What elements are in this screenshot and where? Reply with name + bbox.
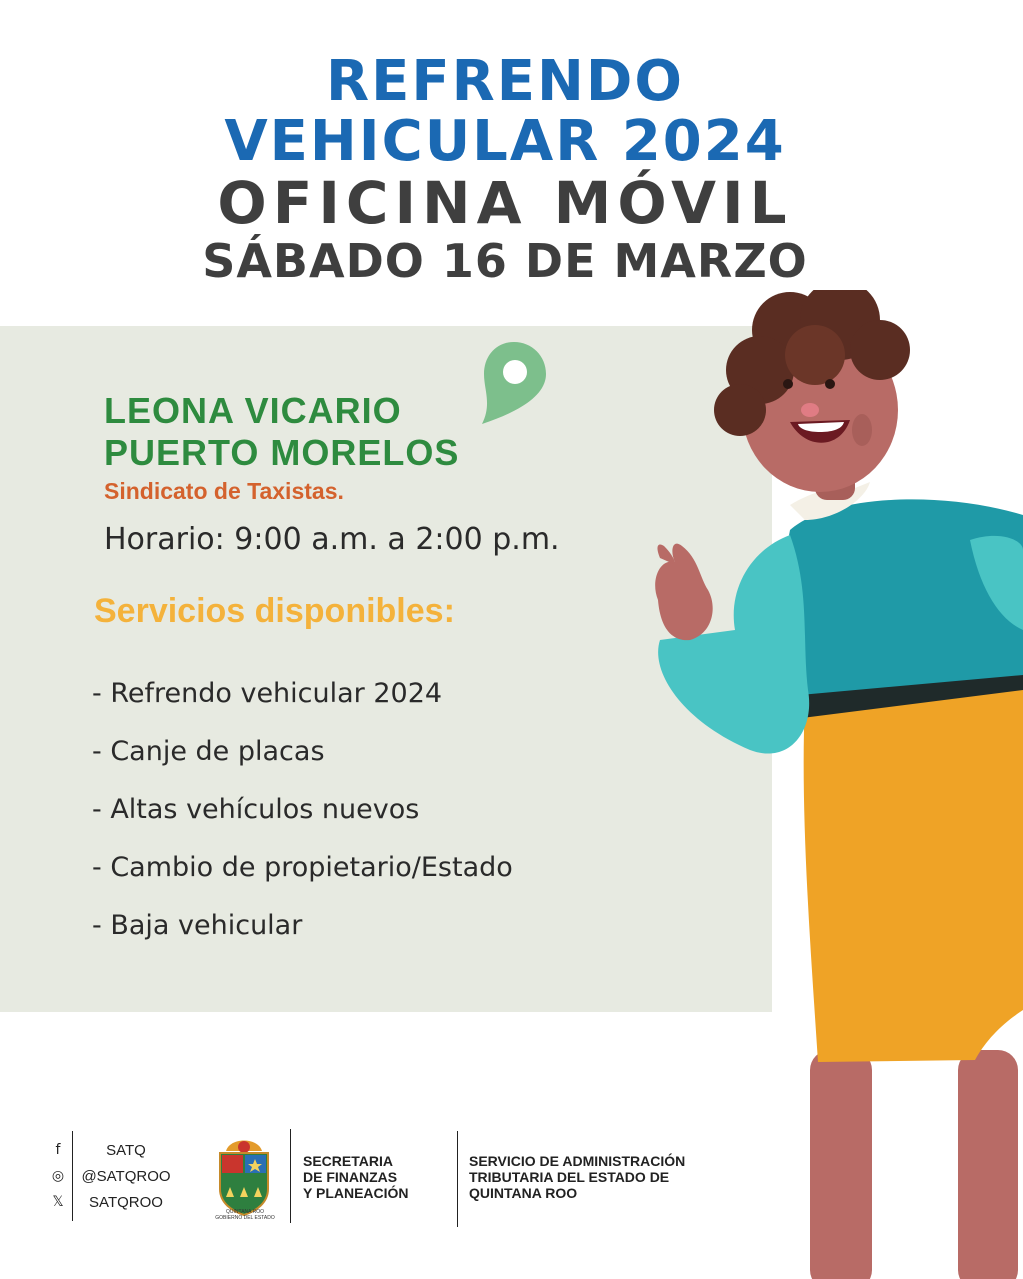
title-line-2: VEHICULAR 2024 — [224, 109, 786, 174]
satq-logo-text — [469, 1153, 773, 1201]
location-line-2: PUERTO MORELOS — [104, 432, 460, 473]
location-pin-icon — [474, 338, 548, 428]
character-skirt — [804, 685, 1023, 1062]
facebook-icon[interactable]: f — [55, 1142, 61, 1158]
location-name — [104, 390, 459, 474]
character-torso — [786, 499, 1023, 695]
sef-line-2: DE FINANZAS — [303, 1169, 398, 1185]
x-icon[interactable]: 𝕏 — [52, 1194, 64, 1210]
header — [0, 49, 1010, 288]
social-links — [50, 1137, 176, 1215]
title-line-1: REFRENDO — [326, 49, 684, 114]
services-list — [92, 674, 513, 964]
crest-label: QUINTANA ROO — [226, 1209, 264, 1215]
sef-line-3: Y PLANEACIÓN — [303, 1185, 409, 1201]
subtitle-office: OFICINA MÓVIL — [217, 169, 793, 237]
sef-line-1: SECRETARIA — [303, 1153, 393, 1169]
satq-line-2: TRIBUTARIA DEL ESTADO DE — [469, 1169, 670, 1185]
event-date: SÁBADO 16 DE MARZO — [202, 234, 808, 288]
location-line-1: LEONA VICARIO — [104, 390, 402, 431]
divider — [290, 1129, 291, 1223]
footer — [0, 1125, 1023, 1235]
divider — [72, 1131, 73, 1221]
social-row-instagram[interactable] — [50, 1163, 176, 1189]
crest-caption — [214, 1209, 276, 1221]
list-item: - Cambio de propietario/Estado — [92, 852, 513, 883]
list-item: - Canje de placas — [92, 736, 325, 767]
list-item: - Altas vehículos nuevos — [92, 794, 420, 825]
crest-sublabel: GOBIERNO DEL ESTADO — [215, 1215, 275, 1221]
sef-logo-text — [303, 1153, 409, 1201]
social-row-x[interactable] — [50, 1189, 176, 1215]
list-item: - Baja vehicular — [92, 910, 303, 941]
instagram-handle[interactable]: @SATQROO — [81, 1167, 171, 1185]
satq-line-3: QUINTANA ROO — [469, 1185, 578, 1201]
services-heading: Servicios disponibles: — [94, 592, 455, 630]
social-row-facebook[interactable] — [50, 1137, 176, 1163]
facebook-handle[interactable]: SATQ — [106, 1141, 146, 1159]
list-item: - Refrendo vehicular 2024 — [92, 678, 443, 709]
satq-line-1: SERVICIO DE ADMINISTRACIÓN — [469, 1153, 686, 1169]
instagram-icon[interactable]: ◎ — [51, 1168, 65, 1184]
divider — [457, 1131, 458, 1227]
opening-hours: Horario: 9:00 a.m. a 2:00 p.m. — [104, 522, 560, 557]
venue-name: Sindicato de Taxistas. — [104, 478, 344, 504]
x-handle[interactable]: SATQROO — [89, 1193, 163, 1211]
